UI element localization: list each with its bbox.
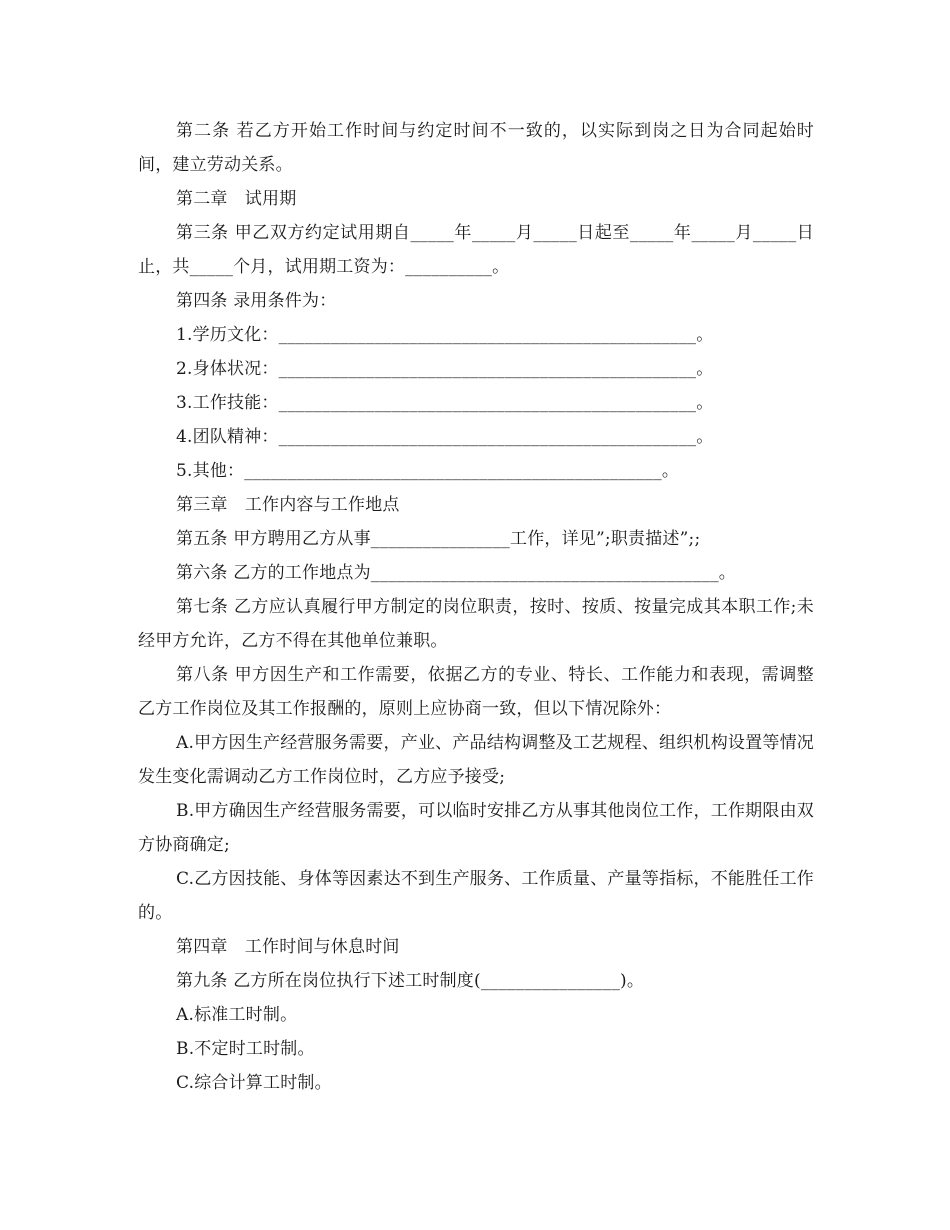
article-6-paragraph: 第六条 乙方的工作地点为________________________________________。 <box>176 563 737 583</box>
document-body <box>138 114 814 1100</box>
condition-other-line: 5.其他：________________________________________________。 <box>176 461 680 481</box>
article-8-paragraph: 第八条 甲方因生产和工作需要，依据乙方的专业、特长、工作能力和表现，需调整乙方工作岗位及其工作报酬的，原则上应协商一致，但以下情况除外： <box>138 665 814 719</box>
article-8-item-a: A.甲方因生产经营服务需要，产业、产品结构调整及工艺规程、组织机构设置等情况发生变化需调动乙方工作岗位时，乙方应予接受; <box>138 733 814 787</box>
article-8-item-b: B.甲方确因生产经营服务需要，可以临时安排乙方从事其他岗位工作，工作期限由双方协商确定; <box>138 801 814 855</box>
chapter-3-heading: 第三章 工作内容与工作地点 <box>176 495 400 515</box>
article-9-item-a: A.标准工时制。 <box>176 1005 298 1025</box>
article-8-item-c: C.乙方因技能、身体等因素达不到生产服务、工作质量、产量等指标，不能胜任工作的。 <box>138 869 814 923</box>
article-7-paragraph: 第七条 乙方应认真履行甲方制定的岗位职责，按时、按质、按量完成其本职工作;未经甲方允许，乙方不得在其他单位兼职。 <box>138 597 814 651</box>
article-9-paragraph: 第九条 乙方所在岗位执行下述工时制度(________________)。 <box>176 971 645 991</box>
article-2-paragraph: 第二条 若乙方开始工作时间与约定时间不一致的，以实际到岗之日为合同起始时间，建立劳动关系。 <box>138 121 814 175</box>
condition-health-line: 2.身体状况：________________________________________________。 <box>176 359 714 379</box>
condition-education-line: 1.学历文化：________________________________________________。 <box>176 325 714 345</box>
article-3-paragraph: 第三条 甲乙双方约定试用期自_____年_____月_____日起至_____年_____月_____日止，共_____个月，试用期工资为：__________。 <box>138 223 814 277</box>
chapter-2-heading: 第二章 试用期 <box>176 189 297 209</box>
article-9-item-b: B.不定时工时制。 <box>176 1039 315 1059</box>
article-9-item-c: C.综合计算工时制。 <box>176 1073 332 1093</box>
condition-skills-line: 3.工作技能：________________________________________________。 <box>176 393 714 413</box>
condition-teamwork-line: 4.团队精神：________________________________________________。 <box>176 427 714 447</box>
chapter-4-heading: 第四章 工作时间与休息时间 <box>176 937 400 957</box>
article-5-paragraph: 第五条 甲方聘用乙方从事________________工作，详见”;职责描述”;; <box>176 529 701 549</box>
article-4-paragraph: 第四条 录用条件为： <box>176 291 337 311</box>
